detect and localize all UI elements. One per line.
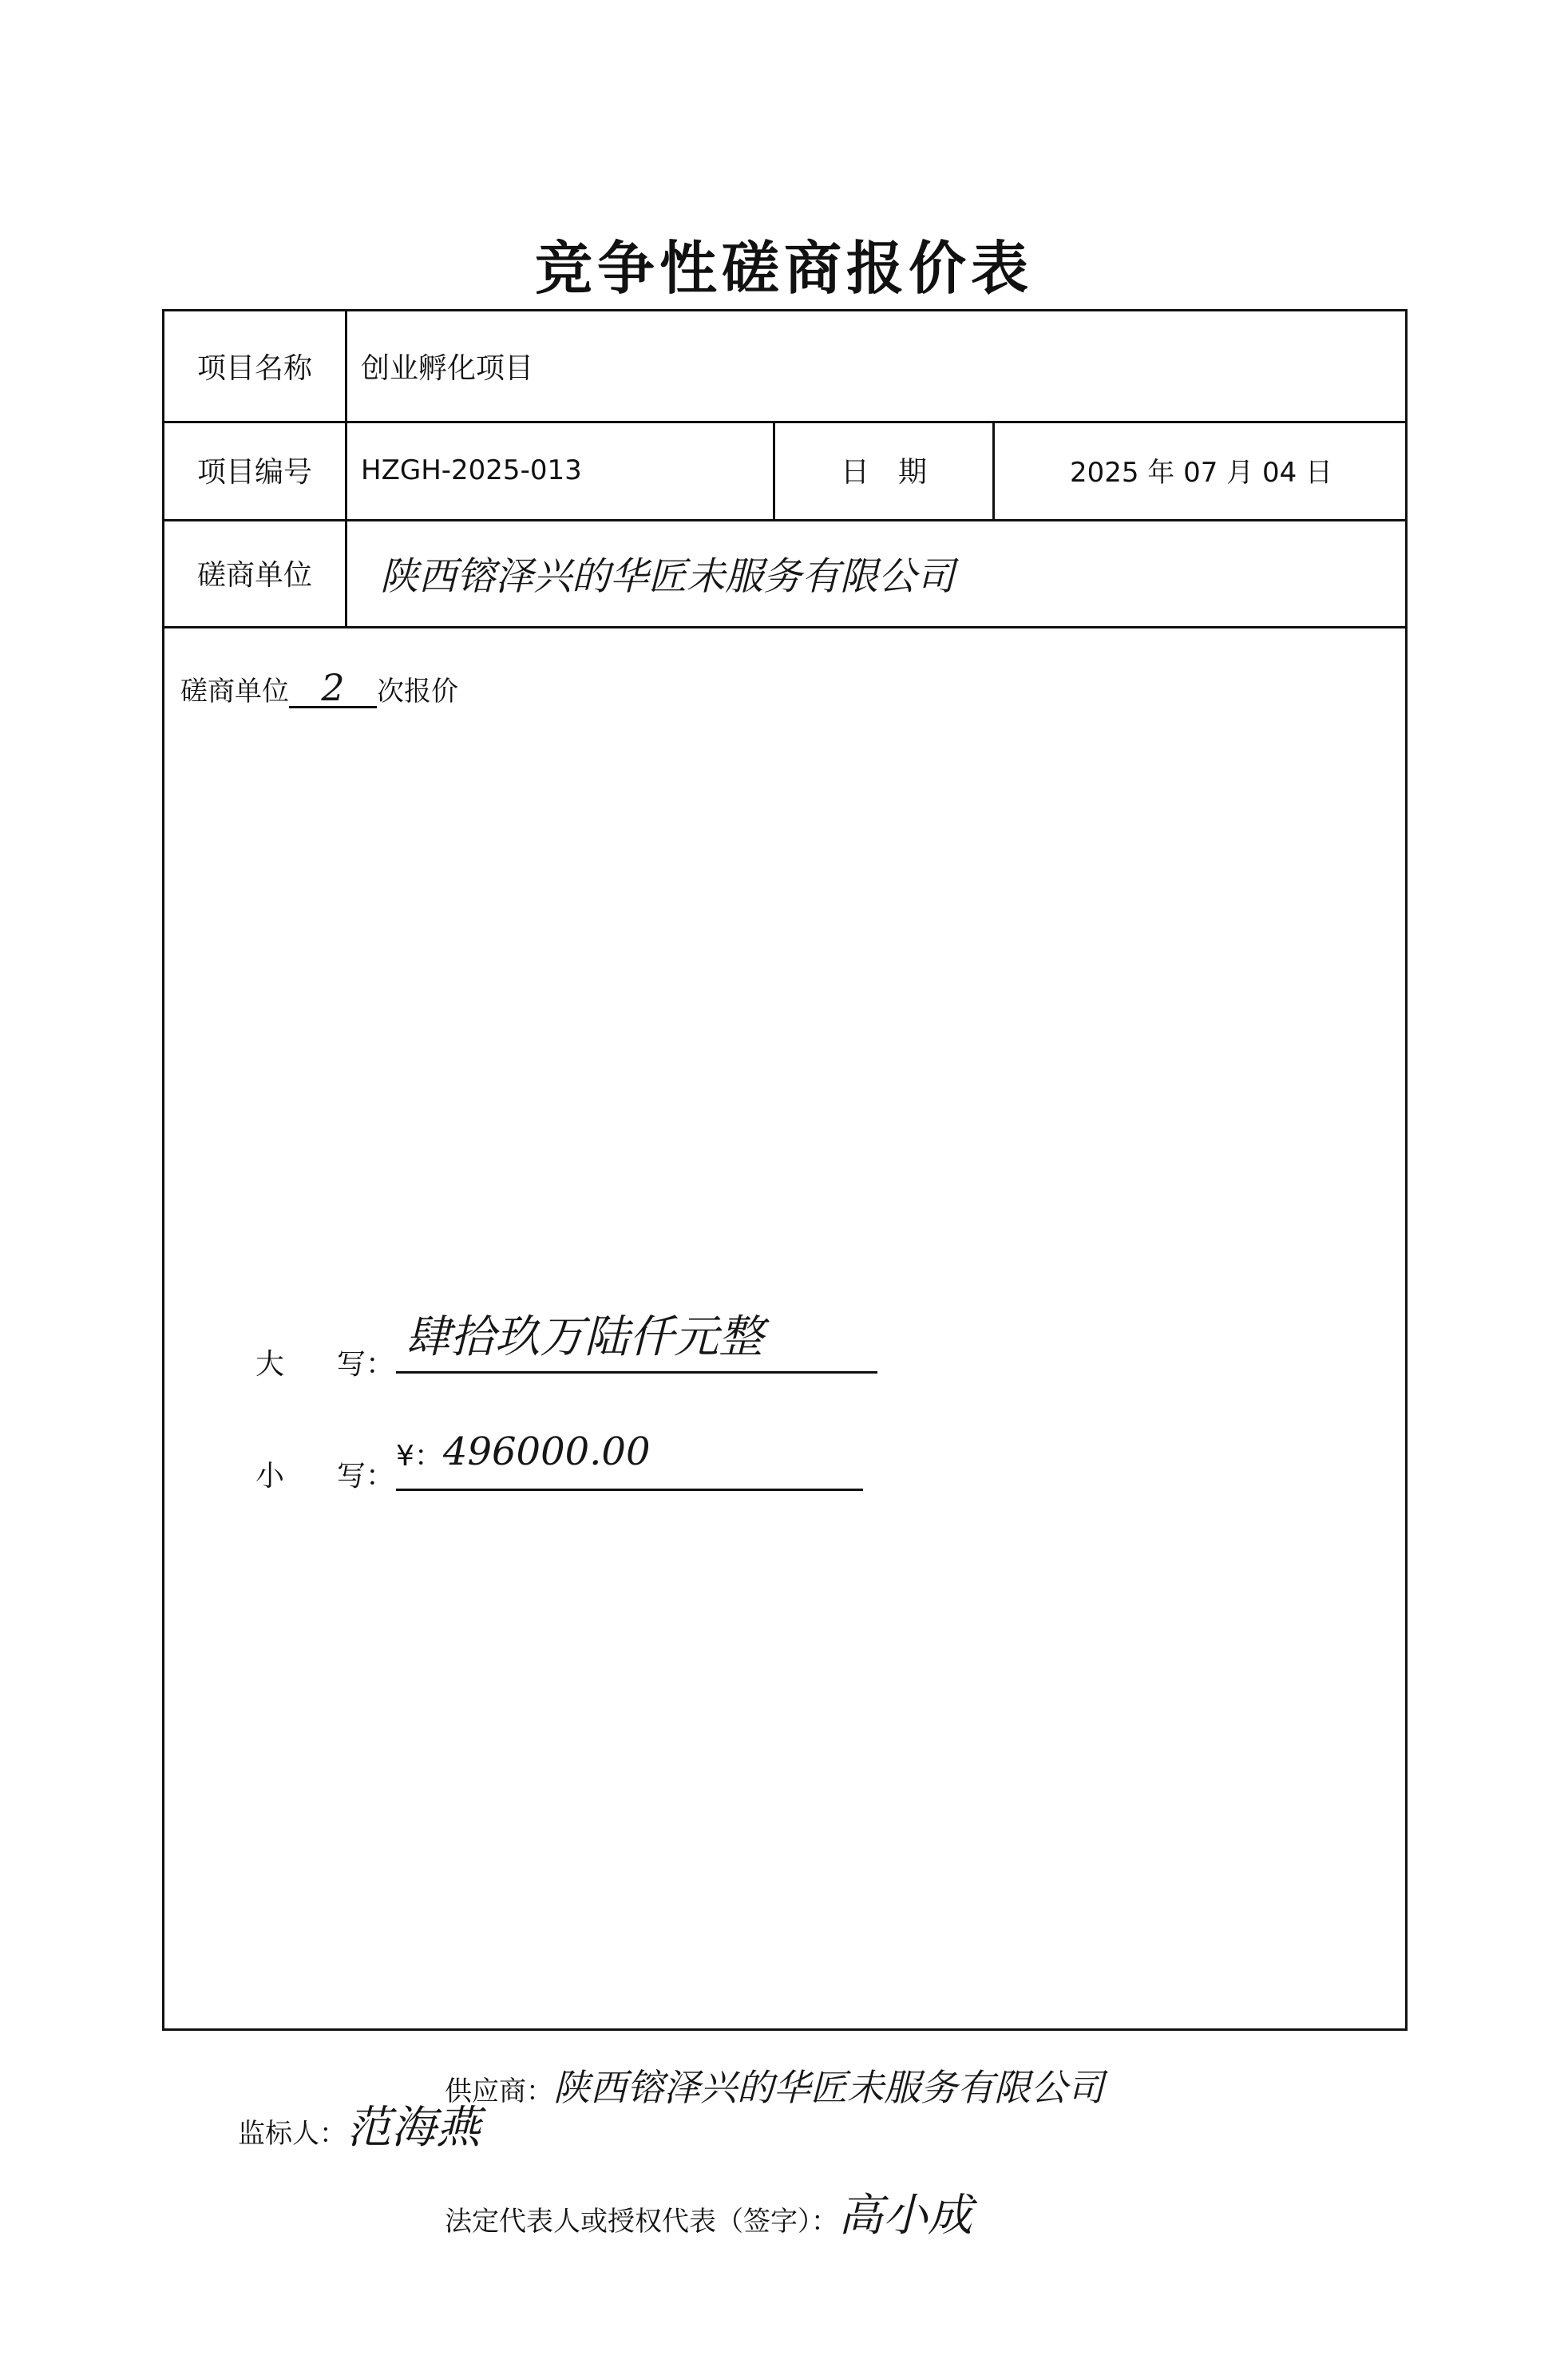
supplier-handwritten: 陕西镕泽兴的华匠未服务有限公司 <box>553 2066 1104 2109</box>
row-divider <box>164 626 1405 628</box>
project-no-value: HZGH-2025-013 <box>361 454 582 486</box>
supervisor-line <box>238 2092 481 2156</box>
amount-words-value: 肆拾玖万陆仟元整 <box>396 1302 877 1374</box>
form-title: 竞争性磋商报价表 <box>534 235 1033 302</box>
round-suffix: 次报价 <box>377 676 458 708</box>
quote-round-line <box>180 666 458 709</box>
project-name-value: 创业孵化项目 <box>361 352 534 385</box>
project-name-label: 项目名称 <box>196 352 312 385</box>
representative-line <box>445 2180 972 2244</box>
amount-words-label-b: 写： <box>337 1348 395 1381</box>
round-count: 2 <box>289 669 377 708</box>
col-divider <box>345 311 347 626</box>
date-value: 2025 年 07 月 04 日 <box>1069 457 1333 489</box>
amount-words-label-a: 大 <box>255 1348 285 1381</box>
supervisor-signature: 范海燕 <box>346 2102 481 2154</box>
supplier-label: 供应商： <box>445 2076 553 2107</box>
amount-number-label-b: 写： <box>337 1460 395 1493</box>
supervisor-label: 监标人： <box>238 2118 346 2150</box>
project-no-label: 项目编号 <box>196 456 312 489</box>
round-prefix: 磋商单位 <box>180 676 289 708</box>
currency-symbol: ¥： <box>396 1440 443 1473</box>
amount-number-line <box>396 1429 863 1491</box>
amount-number-label-a: 小 <box>255 1460 285 1493</box>
supplier-line <box>445 2059 1104 2111</box>
bidder-handwritten: 陕西镕泽兴的华匠未服务有限公司 <box>380 553 956 599</box>
amount-number-value: 496000.00 <box>442 1429 651 1474</box>
representative-signature: 高小成 <box>838 2190 972 2242</box>
representative-label: 法定代表人或授权代表（签字）： <box>445 2206 838 2238</box>
date-label: 日 期 <box>840 456 927 489</box>
bidder-label: 磋商单位 <box>196 558 312 592</box>
